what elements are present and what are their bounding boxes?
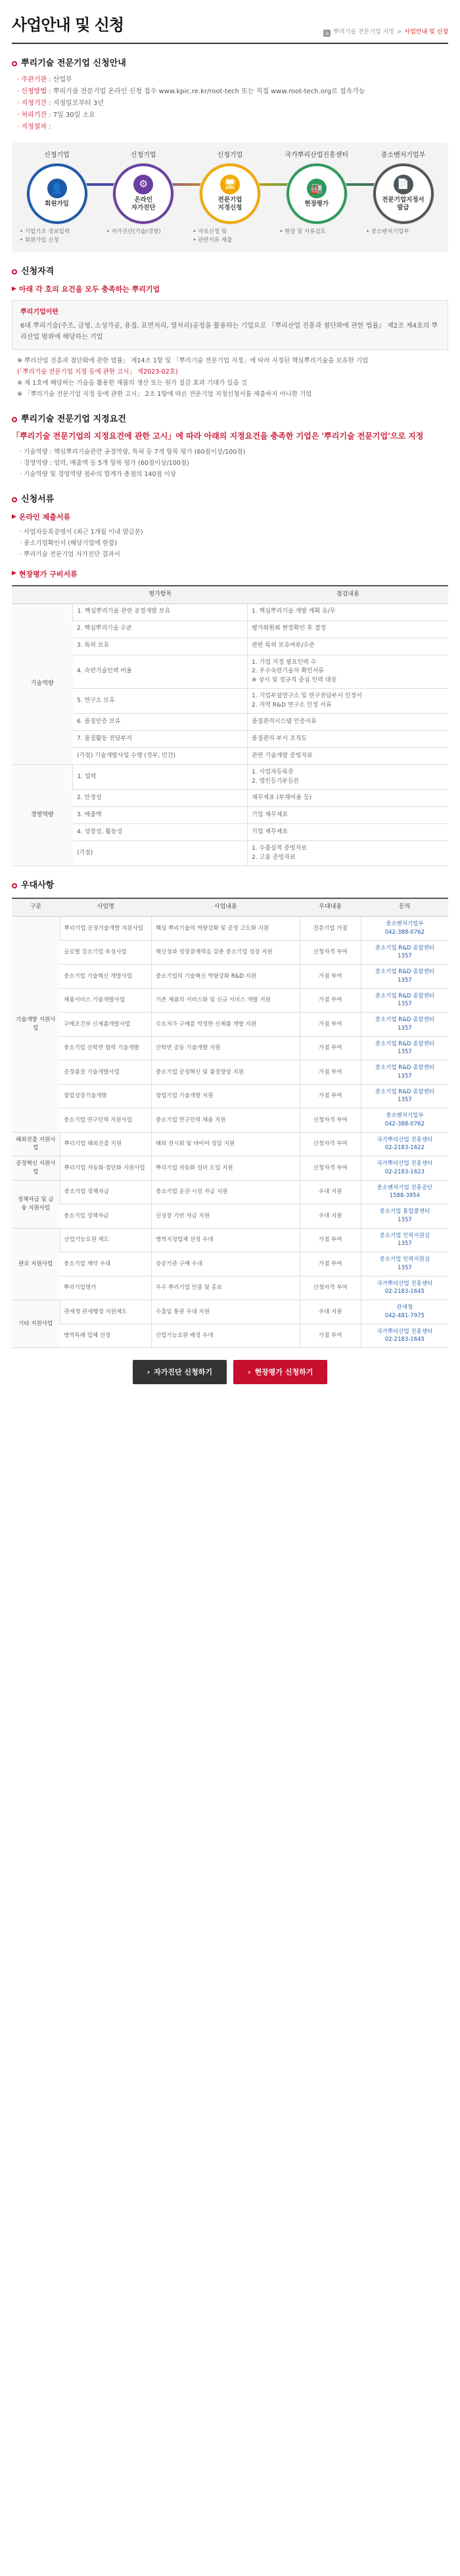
doc-item: · 사업자등록증명서 (최근 1개월 이내 발급분) bbox=[20, 527, 448, 538]
content-cell: 1. 핵심뿌리기술 개발 계획 유/무 bbox=[248, 603, 448, 621]
program-content-cell: 산업기능요원 배정 우대 bbox=[151, 1324, 300, 1348]
contact-cell: 국가뿌리산업 진흥센터 02-2183-1623 bbox=[361, 1156, 448, 1181]
contact-cell: 국가뿌리산업 진흥센터 02-2183-1645 bbox=[361, 1276, 448, 1300]
info-key: · 처리기간 bbox=[17, 112, 47, 119]
content-cell: 1. 기업 지정 필요인력 수 2. 우수숙련기술자 확인서류 ※ 상시 및 정규직 중심 인력 대상 bbox=[248, 655, 448, 689]
item-cell: 3. 매출액 bbox=[73, 807, 248, 824]
info-value: 뿌리기술 전문기업 온라인 신청 접수 www.kpic.re.kr/root-tech 또는 직접 www.root-tech.org로 접속가능 bbox=[53, 88, 365, 96]
bullet-icon bbox=[12, 61, 17, 66]
apply-info-list bbox=[12, 74, 448, 133]
preference-cell: 가점 부여 bbox=[300, 1084, 361, 1108]
contact-cell: 중소기업 R&D 종합센터 1357 bbox=[361, 1084, 448, 1108]
table-row bbox=[12, 1228, 448, 1252]
category-cell: 기술개발 지원사업 bbox=[12, 917, 60, 1133]
item-cell: 4. 숙련기술인력 비율 bbox=[73, 655, 248, 689]
program-content-cell: 산학연 공동 기술개발 지원 bbox=[151, 1036, 300, 1060]
preference-cell: 가점 부여 bbox=[300, 1060, 361, 1085]
page-header bbox=[12, 13, 448, 44]
step-desc bbox=[16, 228, 98, 246]
gear-icon: ⚙ bbox=[133, 175, 153, 194]
table-header: 우대내용 bbox=[300, 898, 361, 916]
contact-cell: 중소기업 통합콜센터 1357 bbox=[361, 1204, 448, 1229]
item-cell: (가점) 기술개발사업 수행 (정부, 민간) bbox=[73, 748, 248, 765]
info-item: · 신청방법 : 뿌리기술 전문기업 온라인 신청 접수 www.kpic.re.kr/root-tech 또는 직접 www.root-tech.org로 접속가능 bbox=[17, 86, 448, 98]
step-title: 온라인 자가진단 bbox=[131, 196, 156, 212]
triangle-icon: ▶ bbox=[12, 285, 16, 292]
process-step bbox=[16, 150, 98, 246]
table-row bbox=[12, 988, 448, 1013]
table-row bbox=[12, 807, 448, 824]
info-value: 7일 30일 소요 bbox=[53, 112, 95, 120]
program-name-cell: 중소기업 연구인력 지원사업 bbox=[60, 1108, 151, 1133]
step-label: 신청기업 bbox=[217, 152, 243, 160]
table-header: 점검내용 bbox=[248, 586, 448, 603]
step-label: 국가뿌리산업진흥센터 bbox=[285, 152, 349, 160]
content-cell: 품질관리 부서 조직도 bbox=[248, 731, 448, 748]
step-desc bbox=[362, 228, 444, 237]
step-label: 신청기업 bbox=[44, 152, 70, 160]
building-icon: 🏭 bbox=[307, 179, 327, 198]
contact-cell: 중소기업 인력지원실 1357 bbox=[361, 1252, 448, 1277]
preference-cell: 우대 지원 bbox=[300, 1204, 361, 1229]
program-content-cell: 우수 뿌리기업 인증 및 홍보 bbox=[151, 1276, 300, 1300]
table-row bbox=[12, 655, 448, 689]
process-step bbox=[189, 150, 271, 246]
category-cell: 경영역량 bbox=[12, 765, 73, 866]
site-evaluation-button[interactable]: › 현장평가 신청하기 bbox=[233, 1360, 327, 1384]
self-check-button[interactable]: › 자가진단 신청하기 bbox=[133, 1360, 227, 1384]
contact-cell: 중소기업 R&D 종합센터 1357 bbox=[361, 965, 448, 989]
table-row bbox=[12, 714, 448, 731]
item-cell: 7. 품질활동 전담부서 bbox=[73, 731, 248, 748]
step-circle bbox=[113, 164, 173, 224]
table-row bbox=[12, 1300, 448, 1324]
process-step bbox=[275, 150, 357, 246]
table-row bbox=[12, 1084, 448, 1108]
info-key: · 신청방법 bbox=[17, 88, 47, 95]
requirement-notice: 「뿌리기술 전문기업의 지정요건에 관한 고시」에 따라 아래의 지정요건을 충족한 기업은 '뿌리기술 전문기업'으로 지정 bbox=[12, 431, 424, 441]
step-label: 신청기업 bbox=[130, 152, 156, 160]
table-row bbox=[12, 689, 448, 714]
program-name-cell: 창업성장기술개발 bbox=[60, 1084, 151, 1108]
content-cell: 기업 재무제표 bbox=[248, 824, 448, 841]
section-heading: 뿌리기술 전문기업 지정요건 bbox=[12, 413, 448, 426]
category-cell: 공정혁신 지원사업 bbox=[12, 1156, 60, 1181]
table-header: 문의 bbox=[361, 898, 448, 916]
process-step bbox=[362, 150, 444, 246]
preference-cell: 신청자격 부여 bbox=[300, 940, 361, 965]
step-circle bbox=[373, 164, 434, 224]
content-cell: 평가위원회 현장확인 후 결정 bbox=[248, 621, 448, 638]
program-name-cell: 제품서비스 기술개발사업 bbox=[60, 988, 151, 1013]
info-key: · 지정기간 bbox=[17, 100, 47, 107]
program-name-cell: 병역특례 업체 선정 bbox=[60, 1324, 151, 1348]
contact-cell: 국가뿌리산업 진흥센터 02-2183-1645 bbox=[361, 1324, 448, 1348]
program-content-cell: 공공기관 구매 우대 bbox=[151, 1252, 300, 1277]
content-cell: 관련 특허 보유여부/수준 bbox=[248, 638, 448, 655]
evaluation-table bbox=[12, 585, 448, 866]
preference-cell: 가점 부여 bbox=[300, 1324, 361, 1348]
table-header bbox=[12, 586, 73, 603]
step-circle bbox=[27, 164, 87, 224]
bullet-icon bbox=[12, 417, 17, 422]
preference-cell: 가점 부여 bbox=[300, 988, 361, 1013]
program-name-cell: 뿌리기업 해외진출 지원 bbox=[60, 1132, 151, 1156]
breadcrumb-current: 사업안내 및 신청 bbox=[404, 29, 448, 36]
preference-cell: 가점 부여 bbox=[300, 1228, 361, 1252]
requirement-item: · 기술역량 및 경영역량 점수의 합계가 총점의 140점 이상 bbox=[20, 469, 448, 480]
table-row bbox=[12, 765, 448, 790]
program-content-cell: 중소기업 공정혁신 및 품질향상 지원 bbox=[151, 1060, 300, 1085]
item-cell: 6. 품질인증 보유 bbox=[73, 714, 248, 731]
action-buttons bbox=[12, 1360, 448, 1384]
table-row bbox=[12, 731, 448, 748]
preference-cell: 신청자격 부여 bbox=[300, 1276, 361, 1300]
table-header: 평가항목 bbox=[73, 586, 248, 603]
doc-item: · 중소기업확인서 (해당기업에 한함) bbox=[20, 538, 448, 549]
table-row bbox=[12, 603, 448, 621]
monitor-icon: 🖥 bbox=[220, 175, 240, 194]
step-desc bbox=[103, 228, 185, 237]
preference-cell: 가점 부여 bbox=[300, 965, 361, 989]
note-item: ※ 뿌리산업 진흥과 첨단화에 관한 법률」 제14조 1항 및 「뿌리기술 전문기업 지정」에 따라 지정된 핵심뿌리기술을 보유한 기업 bbox=[17, 357, 369, 364]
table-row bbox=[12, 1013, 448, 1037]
item-cell: 5. 연구소 보유 bbox=[73, 689, 248, 714]
category-cell: 정책자금 및 금융 지원사업 bbox=[12, 1180, 60, 1228]
step-circle bbox=[287, 164, 347, 224]
program-content-cell: 중소기업 연구인력 채용 지원 bbox=[151, 1108, 300, 1133]
table-row bbox=[12, 841, 448, 866]
step-desc-item: • 관련서류 제출 bbox=[193, 236, 271, 246]
contact-cell: 중소벤처기업부 042-388-0762 bbox=[361, 917, 448, 941]
section-heading: 신청자격 bbox=[12, 265, 448, 278]
step-title: 회원가입 bbox=[45, 200, 69, 208]
online-docs-list bbox=[12, 527, 448, 560]
program-name-cell: 중소기업 정책자금 bbox=[60, 1204, 151, 1229]
table-row bbox=[12, 638, 448, 655]
note-item: ※ 제 1호에 해당하는 기술을 활용한 제품의 생산 또는 원가 절감 효과 기대가 있을 것 bbox=[17, 379, 247, 387]
program-name-cell: 뿌리기업 자동화·첨단화 지원사업 bbox=[60, 1156, 151, 1181]
program-content-cell: 혁신성과 성장잠재력을 갖춘 중소기업 성장 지원 bbox=[151, 940, 300, 965]
table-header: 사업내용 bbox=[151, 898, 300, 916]
category-cell: 해외진출 지원사업 bbox=[12, 1132, 60, 1156]
program-content-cell: 신성장 기반 자금 지원 bbox=[151, 1204, 300, 1229]
content-cell: 관련 기술개발 증빙자료 bbox=[248, 748, 448, 765]
table-header: 구분 bbox=[12, 898, 60, 916]
table-row bbox=[12, 790, 448, 807]
requirement-item: · 기술역량 : 핵심뿌리기술관련 공정역량, 특허 등 7개 항목 평가 (60점이상/100점) bbox=[20, 447, 448, 458]
preference-cell: 가점 부여 bbox=[300, 1013, 361, 1037]
table-row bbox=[12, 1132, 448, 1156]
contact-cell: 중소벤처기업 진흥공단 1588-3954 bbox=[361, 1180, 448, 1204]
program-content-cell: 뿌리기업 자동화 설비 도입 지원 bbox=[151, 1156, 300, 1181]
item-cell: 1. 업력 bbox=[73, 765, 248, 790]
program-name-cell: 중소기업 정책자금 bbox=[60, 1180, 151, 1204]
table-row bbox=[12, 1156, 448, 1181]
table-row bbox=[12, 1036, 448, 1060]
table-row bbox=[12, 621, 448, 638]
item-cell: 2. 핵심뿌리기술 수준 bbox=[73, 621, 248, 638]
bullet-icon bbox=[12, 269, 17, 274]
program-name-cell: 공정품질 기술개발사업 bbox=[60, 1060, 151, 1085]
program-content-cell: 중소기업 운전·시설 자금 지원 bbox=[151, 1180, 300, 1204]
sub-heading: ▶ 현장평가 구비서류 bbox=[12, 569, 78, 579]
definition-box: 뿌리기업이란 6대 뿌리기술(주조, 금형, 소성가공, 용접, 표면처리, 열처리)공정을 활용하는 기업으로 『뿌리산업 진흥과 첨단화에 관한 법률』 제2조 제4호의 뿌리산업 범위에 해당하는 기업 bbox=[12, 300, 448, 350]
program-name-cell: 글로벌 강소기업 육성사업 bbox=[60, 940, 151, 965]
preference-cell: 전문기업 가점 bbox=[300, 917, 361, 941]
table-row bbox=[12, 1204, 448, 1229]
bullet-icon bbox=[12, 497, 17, 502]
table-row bbox=[12, 1252, 448, 1277]
contact-cell: 관세청 042-481-7975 bbox=[361, 1300, 448, 1324]
breadcrumb-item[interactable]: 뿌리기술 전문기업 지정 bbox=[333, 29, 394, 36]
step-title: 현장평가 bbox=[304, 200, 329, 208]
bullet-icon bbox=[12, 883, 17, 888]
step-desc-item: • 현장 및 서류검토 bbox=[279, 228, 357, 237]
info-item: · 처리기간 : 7일 30일 소요 bbox=[17, 110, 448, 121]
contact-cell: 중소기업 R&D 종합센터 1357 bbox=[361, 940, 448, 965]
program-content-cell: 기존 제품의 서비스화 및 신규 서비스 개발 지원 bbox=[151, 988, 300, 1013]
program-content-cell: 창업기업 기술개발 지원 bbox=[151, 1084, 300, 1108]
content-cell: 재무제표 (부채비율 등) bbox=[248, 790, 448, 807]
item-cell: 4. 성장성, 활동성 bbox=[73, 824, 248, 841]
contact-cell: 중소기업 R&D 종합센터 1357 bbox=[361, 1060, 448, 1085]
process-diagram bbox=[12, 142, 448, 252]
info-value: 지정일로부터 3년 bbox=[53, 100, 104, 108]
home-icon[interactable]: ⌂ bbox=[323, 30, 331, 37]
step-desc-item: • 자가진단(기술/경영) bbox=[106, 228, 185, 237]
sub-heading: ▶ 온라인 제출서류 bbox=[12, 513, 71, 522]
table-row bbox=[12, 824, 448, 841]
contact-cell: 중소기업 인력지원실 1357 bbox=[361, 1228, 448, 1252]
preference-cell: 우대 지원 bbox=[300, 1300, 361, 1324]
content-cell: 기업 재무제표 bbox=[248, 807, 448, 824]
section-heading: 신청서류 bbox=[12, 493, 448, 506]
step-desc-item: • 회원가입 신청 bbox=[20, 236, 98, 246]
program-content-cell: 수출입 통관 우대 지원 bbox=[151, 1300, 300, 1324]
chevron-right-icon: › bbox=[248, 1368, 251, 1377]
table-header: 사업명 bbox=[60, 898, 151, 916]
program-content-cell: 중소기업의 기술혁신 역량강화 R&D 지원 bbox=[151, 965, 300, 989]
step-circle bbox=[200, 164, 260, 224]
program-name-cell: 뿌리기업명가 bbox=[60, 1276, 151, 1300]
item-cell: (가점) bbox=[73, 841, 248, 866]
program-name-cell: 관세청 관세행정 지원제도 bbox=[60, 1300, 151, 1324]
content-cell: 1. 사업자등록증 2. 법인등기부등본 bbox=[248, 765, 448, 790]
step-desc bbox=[275, 228, 357, 237]
info-key: · 주관기관 bbox=[17, 76, 47, 83]
preference-cell: 신청자격 부여 bbox=[300, 1132, 361, 1156]
item-cell: 3. 특허 보유 bbox=[73, 638, 248, 655]
program-content-cell: 핵심 뿌리기술의 역량강화 및 공정 고도화 지원 bbox=[151, 917, 300, 941]
program-name-cell: 뿌리기업 공정기술개발 지원사업 bbox=[60, 917, 151, 941]
step-desc bbox=[189, 228, 271, 246]
info-key: · 지정절차 bbox=[17, 123, 47, 131]
program-name-cell: 중소기업 기술혁신 개발사업 bbox=[60, 965, 151, 989]
page-title: 사업안내 및 신청 bbox=[12, 16, 124, 34]
user-icon: 👤 bbox=[47, 179, 67, 198]
info-value: 산업부 bbox=[53, 76, 72, 84]
preference-cell: 신청자격 부여 bbox=[300, 1108, 361, 1133]
program-name-cell: 구매조건부 신제품개발사업 bbox=[60, 1013, 151, 1037]
table-row bbox=[12, 748, 448, 765]
triangle-icon: ▶ bbox=[12, 570, 16, 577]
step-title: 전문기업지정서 발급 bbox=[382, 196, 425, 212]
table-row bbox=[12, 1324, 448, 1348]
step-title: 전문기업 지정신청 bbox=[218, 196, 242, 212]
table-row bbox=[12, 1276, 448, 1300]
benefits-table bbox=[12, 898, 448, 1348]
info-item: · 주관기관 : 산업부 bbox=[17, 74, 448, 86]
table-row bbox=[12, 1108, 448, 1133]
contact-cell: 중소기업 R&D 종합센터 1357 bbox=[361, 1013, 448, 1037]
table-row bbox=[12, 917, 448, 941]
preference-cell: 가점 부여 bbox=[300, 1252, 361, 1277]
table-row bbox=[12, 965, 448, 989]
category-cell: 기술역량 bbox=[12, 603, 73, 765]
preference-cell: 신청자격 부여 bbox=[300, 1156, 361, 1181]
contact-cell: 중소벤처기업부 042-388-0762 bbox=[361, 1108, 448, 1133]
table-row bbox=[12, 1060, 448, 1085]
contact-cell: 중소기업 R&D 종합센터 1357 bbox=[361, 1036, 448, 1060]
section-heading: 우대사항 bbox=[12, 879, 448, 892]
requirement-item: · 경영역량 : 업력, 매출액 등 5개 항목 평가 (60점이상/100점) bbox=[20, 458, 448, 469]
content-cell: 품질관리시스템 인증서류 bbox=[248, 714, 448, 731]
program-content-cell: 병역지정업체 선정 우대 bbox=[151, 1228, 300, 1252]
contact-cell: 국가뿌리산업 진흥센터 02-2183-1622 bbox=[361, 1132, 448, 1156]
table-row bbox=[12, 1180, 448, 1204]
breadcrumb: ⌂ 뿌리기술 전문기업 지정 > 사업안내 및 신청 bbox=[323, 28, 448, 37]
doc-item: · 뿌리기술 전문기업 자가진단 결과서 bbox=[20, 549, 448, 560]
process-step bbox=[103, 150, 185, 246]
preference-cell: 우대 지원 bbox=[300, 1180, 361, 1204]
step-desc-item: • 기업기초 정보입력 bbox=[20, 228, 98, 237]
program-content-cell: 해외 전시회 및 바이어 상담 지원 bbox=[151, 1132, 300, 1156]
info-item: · 지정기간 : 지정일로부터 3년 bbox=[17, 98, 448, 110]
sub-heading: ▶ 아래 각 호의 요건을 모두 충족하는 뿌리기업 bbox=[12, 285, 160, 294]
document-icon: 📄 bbox=[394, 175, 413, 194]
content-cell: 1. 기업부설연구소 및 연구전담부서 인정서 2. 지역 R&D 연구소 인정 서류 bbox=[248, 689, 448, 714]
step-desc-item: • 자료신청 및 bbox=[193, 228, 271, 237]
category-cell: 기타 지원사업 bbox=[12, 1300, 60, 1348]
program-name-cell: 중소기업 산학연 협력 기술개발 bbox=[60, 1036, 151, 1060]
item-cell: 1. 핵심뿌리기술 관련 공정개발 보유 bbox=[73, 603, 248, 621]
contact-cell: 중소기업 R&D 종합센터 1357 bbox=[361, 988, 448, 1013]
program-content-cell: 수요처가 구매를 약정한 신제품 개발 지원 bbox=[151, 1013, 300, 1037]
preference-cell: 가점 부여 bbox=[300, 1036, 361, 1060]
content-cell: 1. 수출실적 증빙자료 2. 고용 증빙자료 bbox=[248, 841, 448, 866]
notes-list bbox=[12, 355, 448, 400]
note-item: (「뿌리기술 전문기업 지정 등에 관한 고시」 제2023-02호) bbox=[17, 368, 178, 376]
triangle-icon: ▶ bbox=[12, 513, 16, 520]
program-name-cell: 중소기업 계약 우대 bbox=[60, 1252, 151, 1277]
requirement-list bbox=[12, 447, 448, 480]
step-label: 중소벤처기업부 bbox=[380, 152, 426, 160]
chevron-right-icon: › bbox=[147, 1368, 150, 1377]
item-cell: 2. 안정성 bbox=[73, 790, 248, 807]
step-desc-item: • 중소벤처기업부 bbox=[366, 228, 444, 237]
program-name-cell: 산업기능요원 제도 bbox=[60, 1228, 151, 1252]
category-cell: 판로 지원사업 bbox=[12, 1228, 60, 1300]
section-heading: 뿌리기술 전문기업 신청안내 bbox=[12, 57, 448, 70]
table-row bbox=[12, 940, 448, 965]
info-item: · 지정절차 : bbox=[17, 121, 448, 133]
note-item: ※ 「뿌리기술 전문기업 지정 등에 관한 고시」 2조 1항에 따른 전문기업 지정신청서를 제출하지 아니한 기업 bbox=[17, 390, 312, 398]
